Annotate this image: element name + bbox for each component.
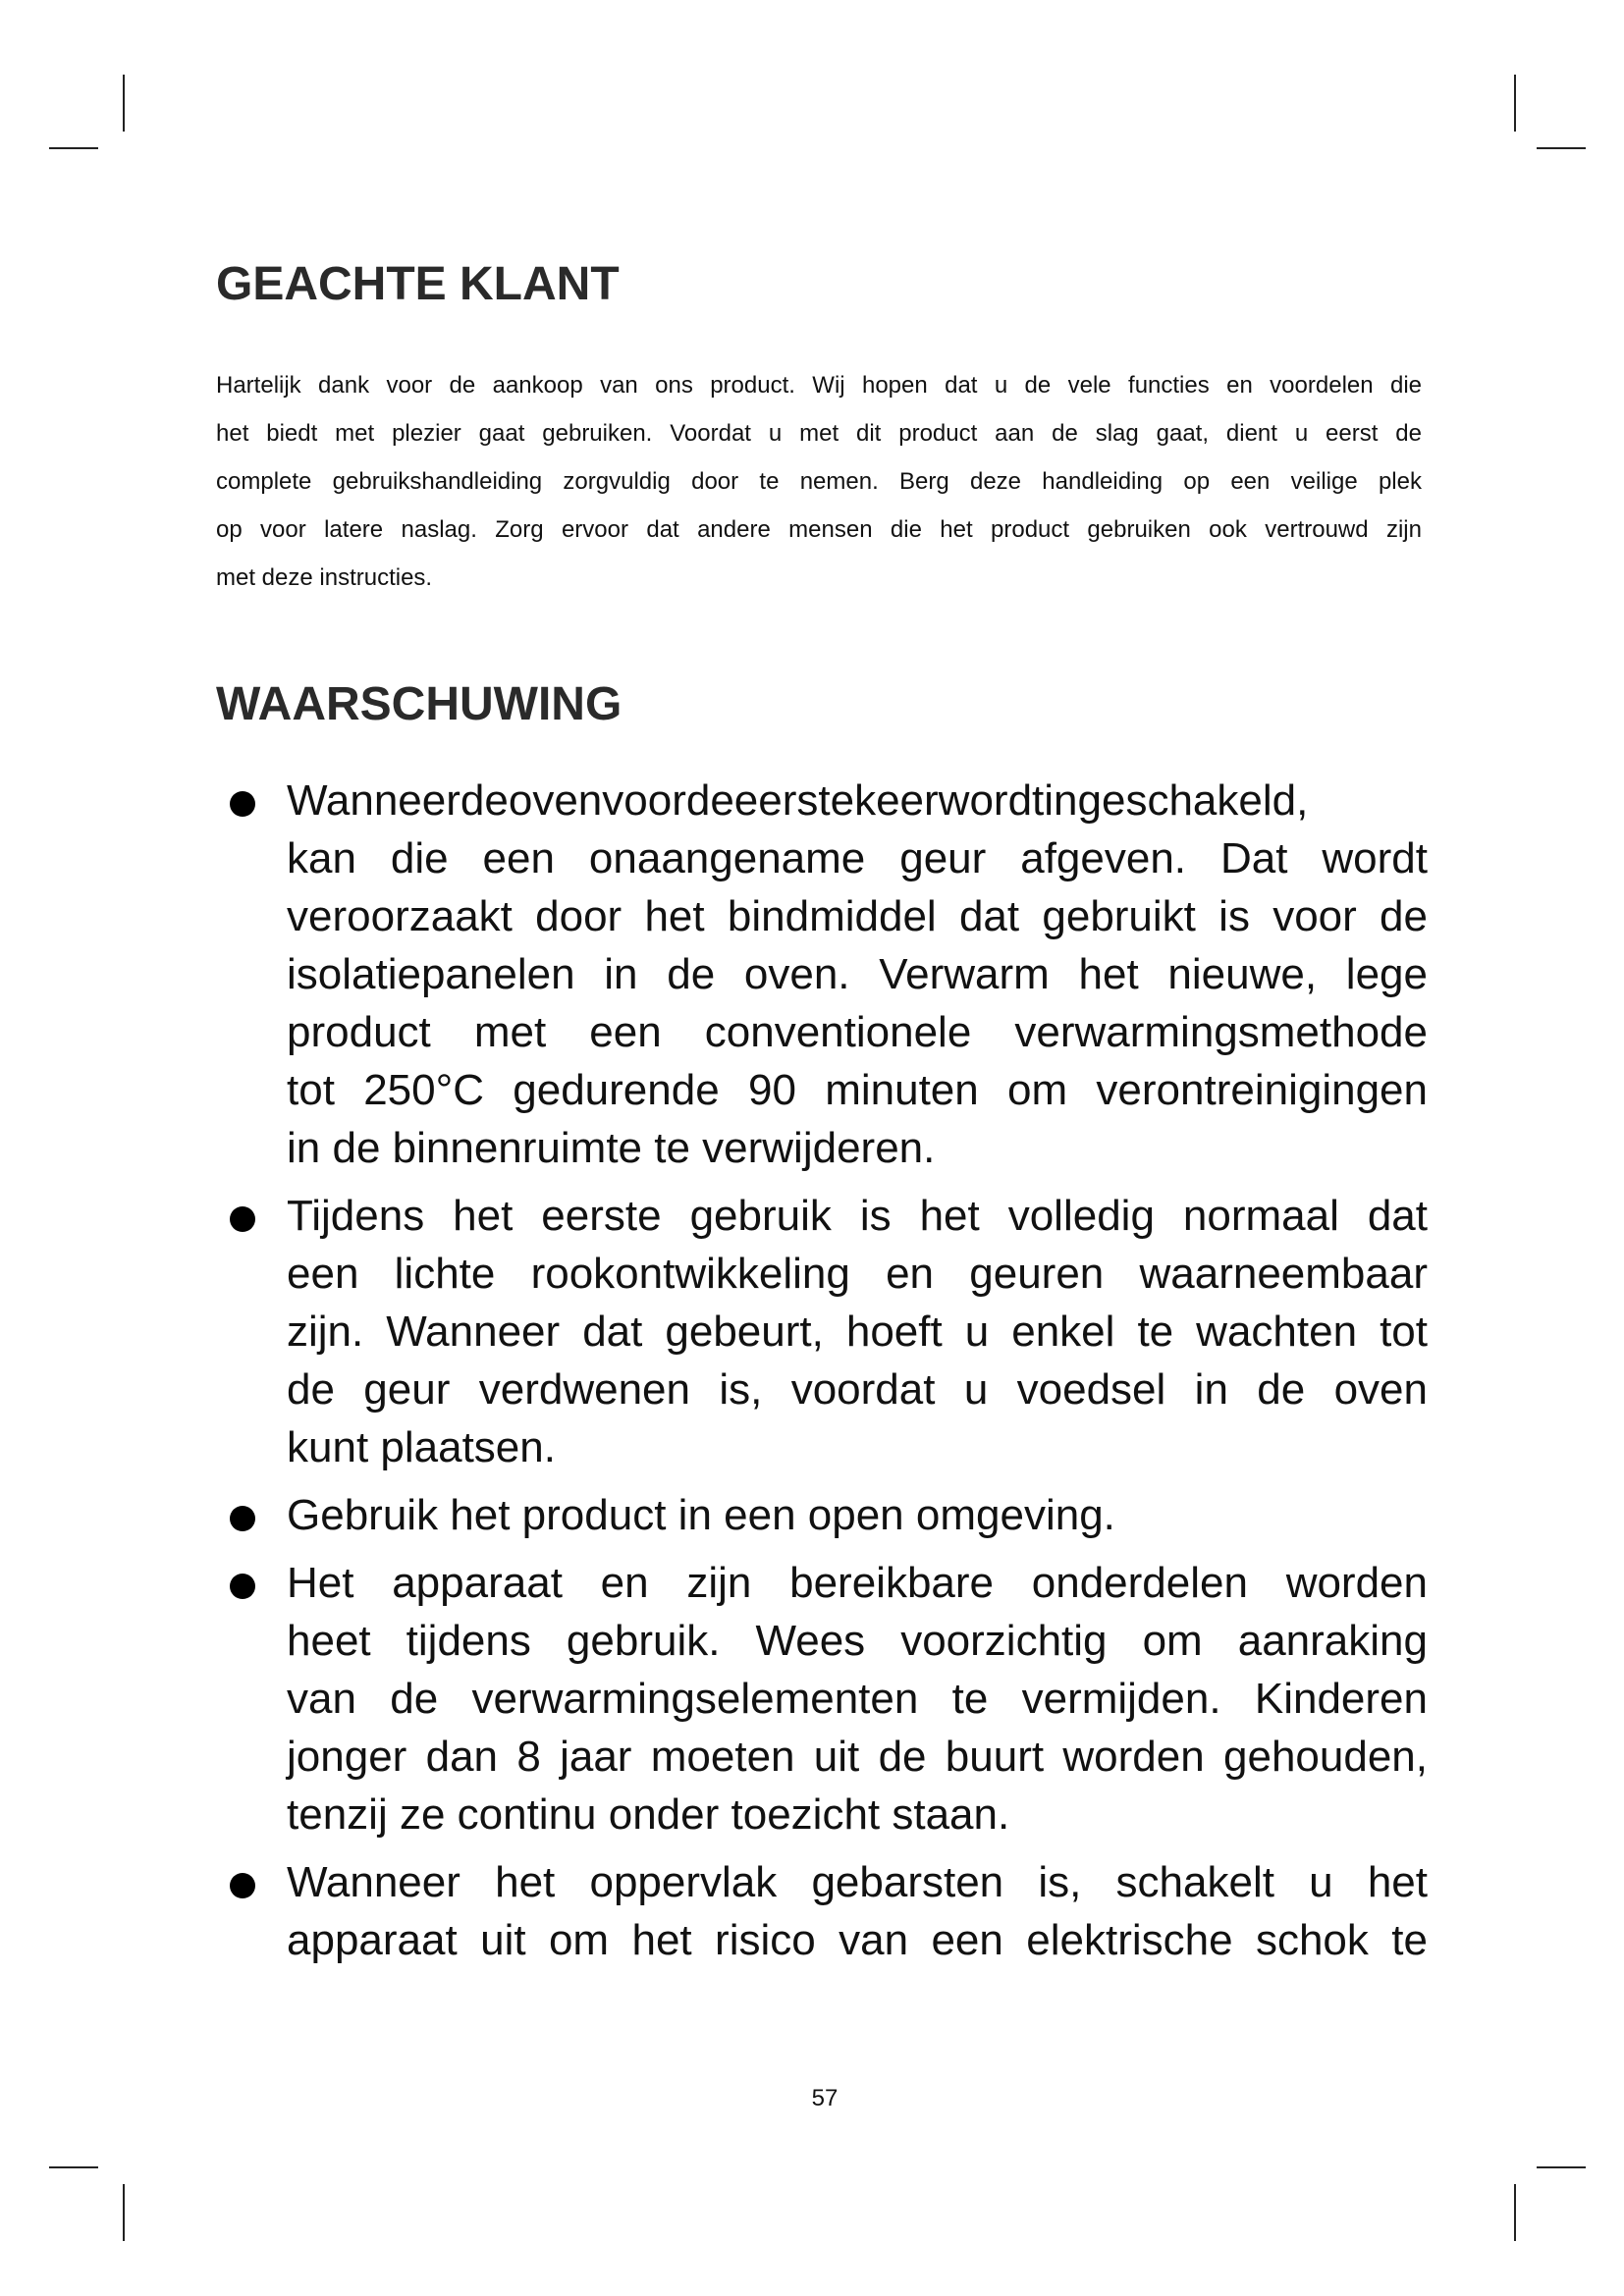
intro-line: complete gebruikshandleiding zorgvuldig door te nemen. Berg deze handleiding op een veilige plek (216, 468, 1422, 495)
page-number: 57 (811, 2085, 839, 2111)
warning-line: de geur verdwenen is, voordat u voedsel in de oven (287, 1365, 1428, 1414)
warning-item (228, 1853, 1428, 1969)
intro-line: Hartelijk dank voor de aankoop van ons product. Wij hopen dat u de vele functies en voordelen die (216, 372, 1422, 399)
bullet-icon (230, 1873, 255, 1898)
warning-line: Wanneerdeovenvoordeeerstekeerwordtingeschakeld, (287, 776, 1309, 825)
crop-mark (1537, 2166, 1586, 2168)
warning-line: product met een conventionele verwarmingsmethode (287, 1008, 1428, 1056)
warning-line: tot 250°C gedurende 90 minuten om verontreinigingen (287, 1066, 1428, 1114)
warning-line: veroorzaakt door het bindmiddel dat gebruikt is voor de (287, 892, 1428, 940)
warning-item (228, 1187, 1428, 1476)
intro-paragraph (216, 361, 1422, 602)
bullet-icon (230, 1574, 255, 1599)
intro-line: het biedt met plezier gaat gebruiken. Voordat u met dit product aan de slag gaat, dient u eerst de (216, 420, 1422, 447)
crop-mark (1514, 75, 1516, 132)
warning-line: heet tijdens gebruik. Wees voorzichtig om aanraking (287, 1617, 1428, 1665)
warning-line: tenzij ze continu onder toezicht staan. (287, 1790, 1010, 1839)
bullet-icon (230, 1506, 255, 1531)
intro-line: met deze instructies. (216, 564, 433, 591)
warning-line: isolatiepanelen in de oven. Verwarm het nieuwe, lege (287, 950, 1428, 998)
warning-line: in de binnenruimte te verwijderen. (287, 1124, 936, 1172)
warning-line: apparaat uit om het risico van een elektrische schok te (287, 1916, 1428, 1964)
warning-line: kunt plaatsen. (287, 1423, 556, 1471)
warning-line: Tijdens het eerste gebruik is het volledig normaal dat (287, 1192, 1428, 1240)
crop-mark (49, 2166, 98, 2168)
warning-line: Gebruik het product in een open omgeving. (287, 1491, 1115, 1539)
crop-mark (49, 147, 98, 149)
warning-line: een lichte rookontwikkeling en geuren waarneembaar (287, 1250, 1428, 1298)
warning-line: Wanneer het oppervlak gebarsten is, schakelt u het (287, 1858, 1428, 1906)
section-heading-warning: WAARSCHUWING (216, 678, 623, 730)
bullet-icon (230, 1206, 255, 1232)
bullet-icon (230, 791, 255, 817)
warning-item (228, 1554, 1428, 1843)
warning-list (228, 772, 1428, 1979)
crop-mark (1514, 2184, 1516, 2241)
crop-mark (123, 2184, 125, 2241)
warning-item (228, 772, 1428, 1177)
crop-mark (1537, 147, 1586, 149)
warning-line: kan die een onaangename geur afgeven. Dat wordt (287, 834, 1428, 882)
warning-line: van de verwarmingselementen te vermijden. Kinderen (287, 1675, 1428, 1723)
warning-line: zijn. Wanneer dat gebeurt, hoeft u enkel te wachten tot (287, 1308, 1428, 1356)
section-heading-greeting: GEACHTE KLANT (216, 258, 620, 310)
warning-item (228, 1486, 1428, 1544)
warning-line: Het apparaat en zijn bereikbare onderdelen worden (287, 1559, 1428, 1607)
crop-mark (123, 75, 125, 132)
warning-line: jonger dan 8 jaar moeten uit de buurt worden gehouden, (287, 1733, 1428, 1781)
intro-line: op voor latere naslag. Zorg ervoor dat andere mensen die het product gebruiken ook vertrouwd zijn (216, 516, 1422, 543)
